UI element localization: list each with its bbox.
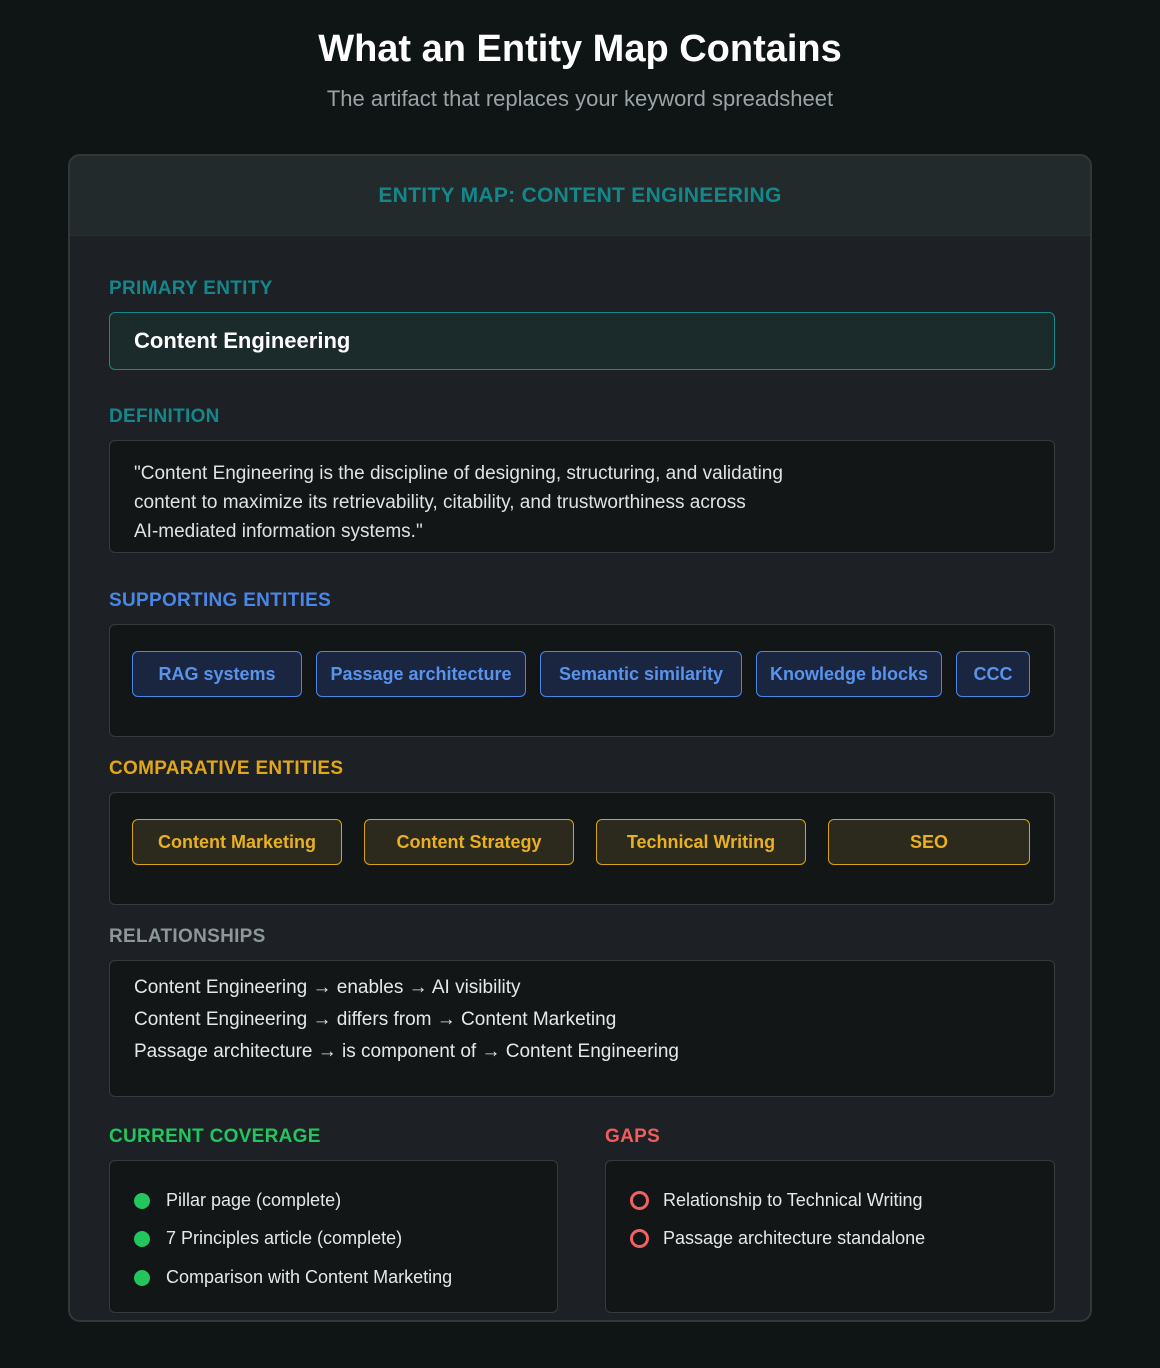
supporting-entities-label: SUPPORTING ENTITIES (109, 590, 332, 611)
relationship-line: Passage architecture → is component of → Content Engineering (134, 1041, 679, 1062)
gap-item (630, 1190, 922, 1211)
gap-ring-icon (630, 1229, 649, 1248)
comparative-entities-box (109, 792, 1055, 905)
comparative-entity-chip: Content Strategy (364, 819, 574, 865)
supporting-entity-chip: CCC (956, 651, 1030, 697)
current-coverage-label: CURRENT COVERAGE (109, 1126, 321, 1147)
gaps-label: GAPS (605, 1126, 661, 1147)
gap-item-label: Relationship to Technical Writing (663, 1190, 923, 1210)
entity-map-card (68, 154, 1092, 1322)
primary-entity-box (109, 312, 1055, 370)
gap-item-label: Passage architecture standalone (663, 1228, 926, 1248)
definition-text (110, 441, 870, 564)
supporting-entities-box (109, 624, 1055, 737)
coverage-item (134, 1190, 341, 1211)
definition-box (109, 440, 1055, 553)
card-header: ENTITY MAP: CONTENT ENGINEERING (70, 156, 1090, 236)
complete-dot-icon (134, 1193, 150, 1209)
supporting-entity-chip: RAG systems (132, 651, 302, 697)
coverage-item-label: 7 Principles article (complete) (166, 1228, 403, 1248)
primary-entity-value: Content Engineering (134, 328, 351, 353)
coverage-item-label: Comparison with Content Marketing (166, 1267, 453, 1287)
comparative-entity-chip: Content Marketing (132, 819, 342, 865)
coverage-item-label: Pillar page (complete) (166, 1190, 342, 1210)
relationship-line: Content Engineering → enables → AI visibility (134, 977, 521, 998)
page-subtitle: The artifact that replaces your keyword spreadsheet (326, 86, 834, 111)
gap-item (630, 1228, 925, 1249)
supporting-entity-chip: Semantic similarity (540, 651, 742, 697)
page-title: What an Entity Map Contains (318, 28, 842, 70)
complete-dot-icon (134, 1270, 150, 1286)
current-coverage-box (109, 1160, 558, 1313)
gaps-box (605, 1160, 1055, 1313)
comparative-entity-chip: Technical Writing (596, 819, 806, 865)
gap-ring-icon (630, 1191, 649, 1210)
definition-line: AI-mediated information systems." (134, 521, 423, 542)
coverage-item (134, 1228, 402, 1249)
definition-line: "Content Engineering is the discipline of designing, structuring, and validating (134, 463, 783, 484)
comparative-entity-chip: SEO (828, 819, 1030, 865)
relationships-box (109, 960, 1055, 1097)
comparative-entities-label: COMPARATIVE ENTITIES (109, 758, 344, 779)
complete-dot-icon (134, 1231, 150, 1247)
coverage-item (134, 1267, 452, 1288)
relationship-line: Content Engineering → differs from → Content Marketing (134, 1009, 617, 1030)
supporting-entity-chip: Knowledge blocks (756, 651, 942, 697)
primary-entity-label: PRIMARY ENTITY (109, 278, 273, 299)
definition-label: DEFINITION (109, 406, 220, 427)
supporting-entity-chip: Passage architecture (316, 651, 526, 697)
definition-line: content to maximize its retrievability, citability, and trustworthiness across (134, 492, 746, 513)
relationships-label: RELATIONSHIPS (109, 926, 266, 947)
